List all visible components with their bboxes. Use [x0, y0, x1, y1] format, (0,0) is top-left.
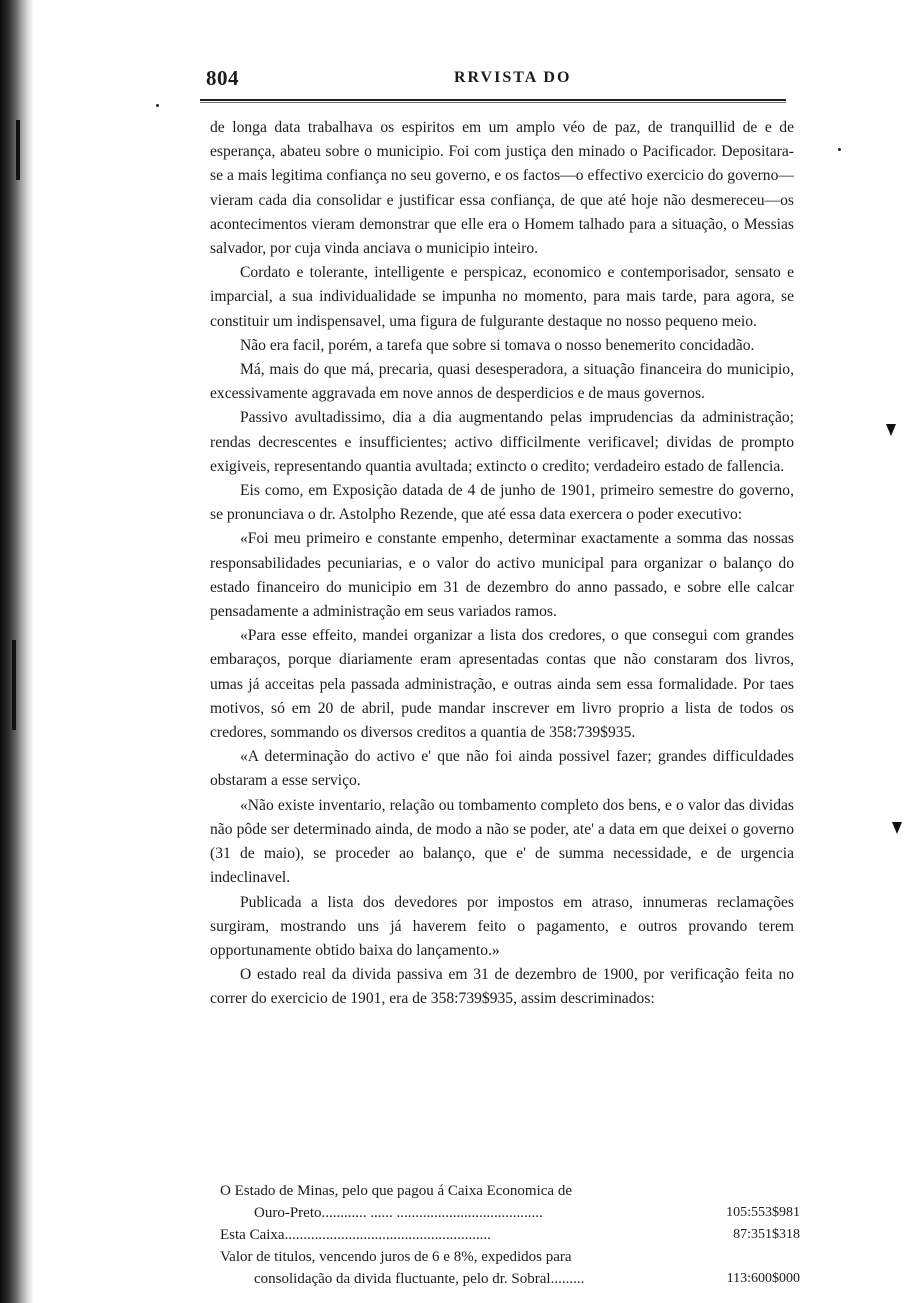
- ledger-entry: [220, 1180, 804, 1224]
- spine-mark: [16, 120, 20, 180]
- header-rule: [200, 102, 786, 103]
- paragraph: Publicada a lista dos devedores por impostos em atraso, innumeras reclamações surgiram, mostrando uns já haverem feito o pagamento, e outros provando terem opportunamente obtido baixa do lançamento.»: [210, 893, 794, 959]
- paragraph: «Foi meu primeiro e constante empenho, determinar exactamente a somma das nossas responsabilidades pecuniarias, e o valor do activo municipal para organizar o balanço do estado financeiro do municipio em 31 de dezembro do anno passado, e sobre elle calcar pensadamente a administração em seus variados ramos.: [210, 530, 794, 621]
- paragraph: Má, mais do que má, precaria, quasi desesperadora, a situação financeira do municipio, excessivamente aggravada em nove annos de desperdicios e de maus governos.: [210, 361, 794, 403]
- page-number: 804: [206, 66, 239, 90]
- paragraph: O estado real da divida passiva em 31 de dezembro de 1900, por verificação feita no correr do exercicio de 1901, era de 358:739$935, assim descriminados:: [210, 966, 794, 1008]
- running-head: RRVISTA DO: [454, 69, 572, 86]
- margin-mark: [886, 424, 896, 436]
- ledger-amount: 113:600$000: [726, 1271, 800, 1286]
- ledger-continuation: consolidação da divida fluctuante, pelo dr. Sobral.........: [254, 1271, 585, 1287]
- ledger-amount: 87:351$318: [733, 1227, 800, 1242]
- ledger-amount: 105:553$981: [726, 1205, 800, 1220]
- paragraph: Passivo avultadissimo, dia a dia augmentando pelas imprudencias da administração; rendas decrescentes e insufficientes; activo difficilmente verificavel; dividas de prompto exigiveis, representando quantia avultada; extincto o credito; verdadeiro estado de fallencia.: [210, 409, 794, 475]
- paragraph: «Para esse effeito, mandei organizar a lista dos credores, o que consegui com grandes embaraços, porque diariamente eram apresentadas contas que não constaram dos livros, umas já acceitas pela passada administração, e outras ainda sem essa formalidade. Por taes motivos, só em 20 de abril, pude mandar inscrever em livro proprio a lista de todos os credores, sommando os diversos creditos a quantia de 358:739$935.: [210, 627, 794, 742]
- paragraph: Não era facil, porém, a tarefa que sobre si tomava o nosso benemerito concidadão.: [240, 336, 755, 354]
- paragraph: Eis como, em Exposição datada de 4 de junho de 1901, primeiro semestre do governo, se pronunciava o dr. Astolpho Rezende, que até essa data exercera o poder executivo:: [210, 482, 794, 524]
- paper-speck: [156, 104, 159, 107]
- book-spine-shadow: [0, 0, 34, 1303]
- debt-ledger: [220, 1180, 804, 1290]
- ledger-continuation: Ouro-Preto............ ...... .......................................: [254, 1205, 543, 1221]
- paragraph: Cordato e tolerante, intelligente e perspicaz, economico e contemporisador, sensato e imparcial, a sua individualidade se impunha no momento, para mais tarde, para agora, se constituir um indispensavel, uma figura de fulgurante destaque no nosso pequeno meio.: [210, 264, 794, 330]
- ledger-entry: [220, 1246, 804, 1290]
- ledger-description: Esta Caixa.......................................................: [220, 1227, 491, 1243]
- paragraph: de longa data trabalhava os espiritos em um amplo véo de paz, de tranquillid de e de esperança, abateu sobre o municipio. Foi com justiça den minado o Pacificador. Depositara-se a mais legitima confiança no seu governo, e os factos—o effectivo exercicio do governo—vieram cada dia consolidar e justificar essa confiança, de que até hoje não desmereceu—os acontecimentos vieram demonstrar que elle era o Homem talhado para a situação, o Messias salvador, por cuja vinda anciava o municipio inteiro.: [210, 119, 794, 258]
- paragraph: «A determinação do activo e' que não foi ainda possivel fazer; grandes difficuldades obstaram a esse serviço.: [210, 748, 794, 790]
- header-rule: [200, 99, 786, 101]
- ledger-description: O Estado de Minas, pelo que pagou á Caixa Economica de: [220, 1183, 572, 1199]
- ledger-description: Valor de titulos, vencendo juros de 6 e 8%, expedidos para: [220, 1249, 572, 1265]
- ledger-entry: [220, 1224, 804, 1246]
- paragraph: «Não existe inventario, relação ou tombamento completo dos bens, e o valor das dividas não pôde ser determinado ainda, de modo a não se poder, ate' a data em que deixei o governo (31 de maio), se proceder ao balanço, que e' de summa necessidade, e de urgencia indeclinavel.: [210, 796, 794, 887]
- paper-speck: [838, 148, 841, 151]
- page-header: [200, 66, 788, 94]
- margin-mark: [892, 822, 902, 834]
- body-text: [210, 116, 794, 1012]
- spine-mark: [12, 640, 16, 730]
